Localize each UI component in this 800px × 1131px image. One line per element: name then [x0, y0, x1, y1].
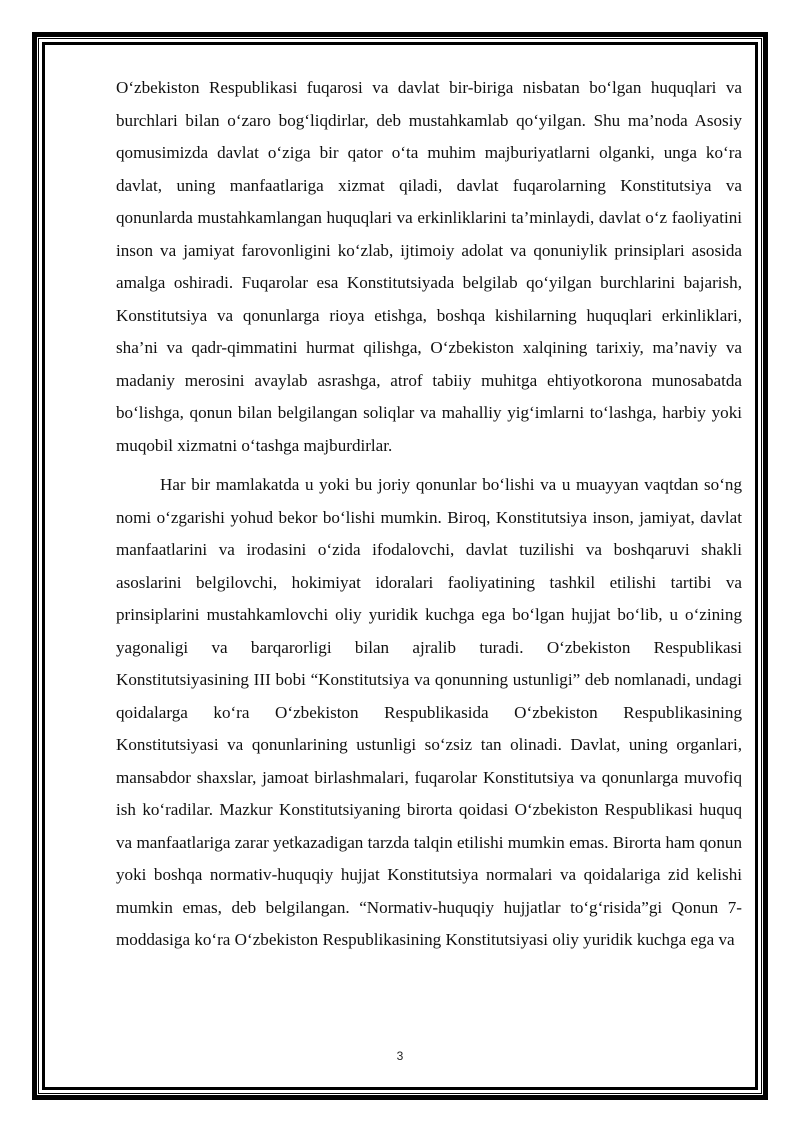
- document-body: [116, 72, 742, 957]
- page-number: 3: [396, 1049, 404, 1063]
- paragraph-2: Har bir mamlakatda u yoki bu joriy qonunlar bo‘lishi va u muayyan vaqtdan so‘ng nomi o‘zgarishi yohud bekor bo‘lishi mumkin. Biroq, Konstitutsiya inson, jamiyat, davlat manfaatlarini va irodasini o‘zida ifodalovchi, davlat tuzilishi va boshqaruvi shakli asoslarini belgilovchi, hokimiyat idoralari faoliyatining tashkil etilishi tartibi va prinsiplarini mustahkamlovchi oliy yuridik kuchga ega bo‘lgan hujjat bo‘lib, u o‘zining yagonaligi va barqarorligi bilan ajralib turadi. O‘zbekiston Respublikasi Konstitutsiyasining III bobi “Konstitutsiya va qonunning ustunligi” deb nomlanadi, undagi qoidalarga ko‘ra O‘zbekiston Respublikasida O‘zbekiston Respublikasining Konstitutsiyasi va qonunlarining ustunligi so‘zsiz tan olinadi. Davlat, uning organlari, mansabdor shaxslar, jamoat birlashmalari, fuqarolar Konstitutsiya va qonunlarga muvofiq ish ko‘radilar. Mazkur Konstitutsiyaning birorta qoidasi O‘zbekiston Respublikasi huquq va manfaatlariga zarar yetkazadigan tarzda talqin etilishi mumkin emas. Birorta ham qonun yoki boshqa normativ-huquqiy hujjat Konstitutsiya normalari va qoidalariga zid kelishi mumkin emas, deb belgilangan. “Normativ-huquqiy hujjatlar to‘g‘risida”gi Qonun 7-moddasiga ko‘ra O‘zbekiston Respublikasining Konstitutsiyasi oliy yuridik kuchga ega va: [116, 475, 742, 949]
- paragraph-1: O‘zbekiston Respublikasi fuqarosi va davlat bir-biriga nisbatan bo‘lgan huquqlari va burchlari bilan o‘zaro bog‘liqdirlar, deb mustahkamlab qo‘yilgan. Shu ma’noda Asosiy qomusimizda davlat o‘ziga bir qator o‘ta muhim majburiyatlarni olganki, unga ko‘ra davlat, uning manfaatlariga xizmat qiladi, davlat fuqarolarning Konstitutsiya va qonunlarda mustahkamlangan huquqlari va erkinliklarini ta’minlaydi, davlat o‘z faoliyatini inson va jamiyat farovonligini ko‘zlab, ijtimoiy adolat va qonuniylik prinsiplari asosida amalga oshiradi. Fuqarolar esa Konstitutsiyada belgilab qo‘yilgan burchlarini bajarish, Konstitutsiya va qonunlarga rioya etishga, boshqa kishilarning huquqlari erkinliklari, sha’ni va qadr-qimmatini hurmat qilishga, O‘zbekiston xalqining tarixiy, ma’naviy va madaniy merosini avaylab asrashga, atrof tabiiy muhitga ehtiyotkorona munosabatda bo‘lishga, qonun bilan belgilangan soliqlar va mahalliy yig‘imlarni to‘lashga, harbiy yoki muqobil xizmatni o‘tashga majburdirlar.: [116, 78, 742, 455]
